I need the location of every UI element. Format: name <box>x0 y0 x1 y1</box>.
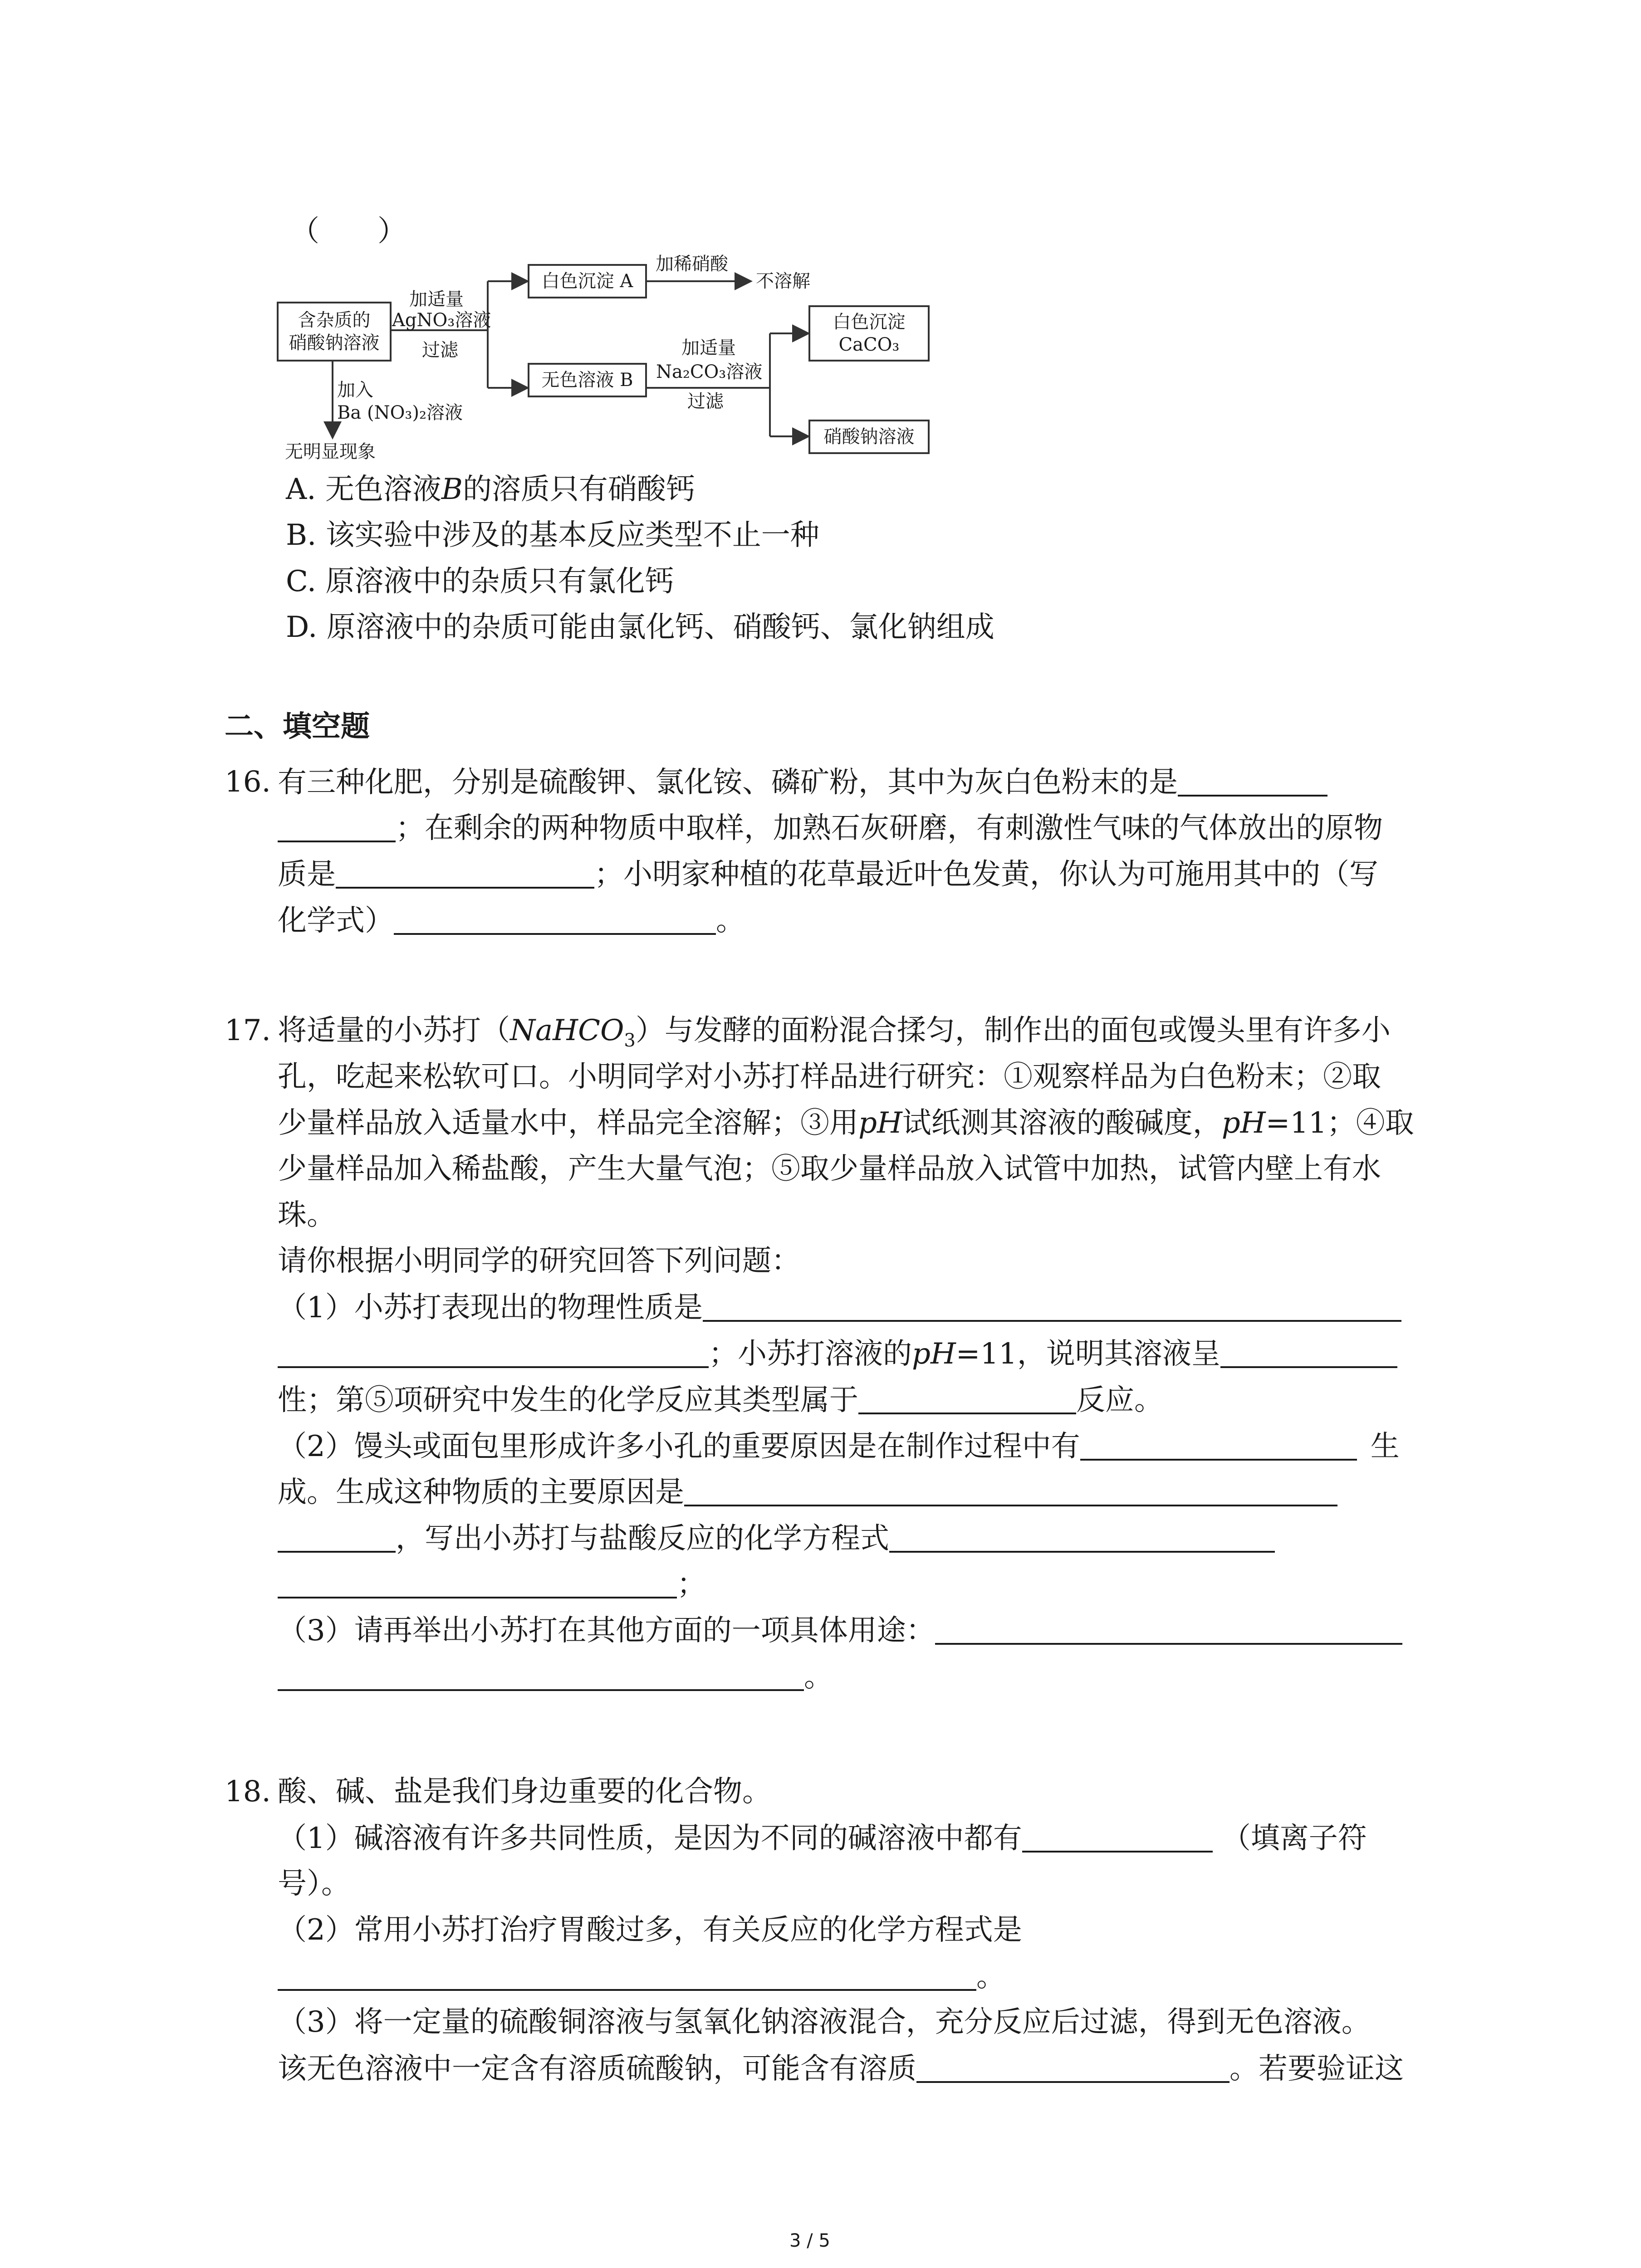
label-no-change: 无明显现象 <box>285 441 376 462</box>
label-add-na2co3-top: 加适量 <box>681 337 736 358</box>
label-agno3: AgNO₃溶液 <box>392 310 491 331</box>
q17-blank-equation-cont[interactable] <box>278 1569 677 1598</box>
box-colorless-solution-b: 无色溶液 B <box>528 363 647 397</box>
box-caco3: 白色沉淀 CaCO₃ <box>808 305 930 362</box>
q18-blank-ion[interactable] <box>1022 1823 1213 1853</box>
q17-blank-use[interactable] <box>935 1616 1402 1645</box>
q17-part2-line4: ； <box>278 1569 706 1599</box>
q17-blank-physical[interactable] <box>703 1293 1401 1322</box>
q17-number: 17. <box>225 1014 271 1047</box>
option-b: B. 该实验中涉及的基本反应类型不止一种 <box>286 518 819 552</box>
q17-part3-line2: 。 <box>278 1662 833 1691</box>
q18-part3-line1: （3）将一定量的硫酸铜溶液与氢氧化钠溶液混合，充分反应后过滤，得到无色溶液。 <box>278 2005 1371 2039</box>
option-c: C. 原溶液中的杂质只有氯化钙 <box>286 565 674 598</box>
q17-blank-use-cont[interactable] <box>278 1662 804 1691</box>
box-white-precipitate-a: 白色沉淀 A <box>528 264 647 298</box>
q16-blank-1b[interactable] <box>278 813 396 842</box>
q18-part1-line2: 号）。 <box>278 1867 350 1901</box>
q16-line2: ；在剩余的两种物质中取样，加熟石灰研磨，有刺激性气味的气体放出的原物 <box>278 813 1383 843</box>
q18-part2-line1: （2）常用小苏打治疗胃酸过多，有关反应的化学方程式是 <box>278 1913 1022 1947</box>
label-na2co3: Na₂CO₃溶液 <box>656 362 763 382</box>
q18-part2-line2: 。 <box>278 1962 1005 1991</box>
label-add-agno3-top: 加适量 <box>409 289 464 310</box>
label-not-dissolve: 不溶解 <box>756 271 810 292</box>
q16-line4: 化学式） 。 <box>278 904 745 938</box>
q17-blank-physical-cont[interactable] <box>278 1339 709 1368</box>
q16-blank-2[interactable] <box>336 860 594 889</box>
label-filter-1: 过滤 <box>422 340 458 361</box>
q17-part1-line1: （1）小苏打表现出的物理性质是 <box>278 1293 1401 1322</box>
q18-line1: 酸、碱、盐是我们身边重要的化合物。 <box>278 1775 771 1809</box>
q17-line4: 少量样品加入稀盐酸，产生大量气泡；⑤取少量样品放入试管中加热，试管内壁上有水 <box>278 1152 1381 1186</box>
q16-blank-3[interactable] <box>394 906 716 935</box>
q18-part3-line2: 该无色溶液中一定含有溶质硫酸钠，可能含有溶质 。若要验证这 <box>278 2052 1404 2086</box>
q17-line6: 请你根据小明同学的研究回答下列问题： <box>278 1244 800 1278</box>
q17-part2-line1: （2）馒头或面包里形成许多小孔的重要原因是在制作过程中有 生 <box>278 1430 1400 1463</box>
q17-line2: 孔，吃起来松软可口。小明同学对小苏打样品进行研究：①观察样品为白色粉末；②取 <box>278 1060 1381 1094</box>
q18-number: 18. <box>225 1775 271 1809</box>
label-filter-2: 过滤 <box>687 391 724 412</box>
box-impure-nano3: 含杂质的 硝酸钠溶液 <box>277 302 392 362</box>
label-add-dilute-hno3: 加稀硝酸 <box>656 254 728 274</box>
section-title: 二、填空题 <box>225 710 370 743</box>
q17-blank-gas[interactable] <box>1080 1432 1357 1461</box>
q18-blank-solute[interactable] <box>916 2054 1230 2083</box>
q17-line1: 将适量的小苏打（NaHCO$_3$）与发酵的面粉混合揉匀，制作出的面包或馒头里有许多小 <box>278 1014 1391 1051</box>
page-number: 3 / 5 <box>789 2230 830 2251</box>
q17-part3-line1: （3）请再举出小苏打在其他方面的一项具体用途： <box>278 1616 1402 1645</box>
q18-blank-equation[interactable] <box>278 1962 976 1991</box>
q17-blank-reason[interactable] <box>684 1477 1337 1506</box>
q17-blank-reason-cont[interactable] <box>278 1524 396 1553</box>
q17-part1-line3: 性；第⑤项研究中发生的化学反应其类型属于 反应。 <box>278 1383 1163 1417</box>
q17-line3: 少量样品放入适量水中，样品完全溶解；③用pH试纸测其溶液的酸碱度，pH=11；④取 <box>278 1106 1414 1140</box>
q17-blank-nature[interactable] <box>1220 1339 1397 1368</box>
q18-part1-line1: （1）碱溶液有许多共同性质，是因为不同的碱溶液中都有 （填离子符 <box>278 1822 1367 1855</box>
label-ba-no3: Ba (NO₃)₂溶液 <box>337 402 463 423</box>
q17-part2-line2: 成。生成这种物质的主要原因是 <box>278 1477 1337 1507</box>
q16-number: 16. <box>225 765 271 799</box>
option-a: A. 无色溶液B的溶质只有硝酸钙 <box>286 473 695 506</box>
q17-blank-reaction-type[interactable] <box>858 1385 1076 1414</box>
q16-blank-1a[interactable] <box>1178 767 1327 797</box>
q17-part1-line2: ；小苏打溶液的pH=11，说明其溶液呈 <box>278 1339 1397 1369</box>
q17-blank-equation[interactable] <box>889 1524 1275 1553</box>
box-nano3-solution: 硝酸钠溶液 <box>808 420 930 454</box>
q17-part2-line3: ，写出小苏打与盐酸反应的化学方程式 <box>278 1524 1275 1553</box>
option-d: D. 原溶液中的杂质可能由氯化钙、硝酸钙、氯化钠组成 <box>286 611 994 644</box>
answer-paren: （ ） <box>290 215 407 248</box>
q17-line5: 珠。 <box>278 1198 336 1232</box>
q16-line1: 有三种化肥，分别是硫酸钾、氯化铵、磷矿粉，其中为灰白色粉末的是 <box>278 767 1327 797</box>
label-add-ba-top: 加入 <box>337 380 373 401</box>
q16-line3: 质是 ；小明家种植的花草最近叶色发黄，你认为可施用其中的（写 <box>278 858 1378 891</box>
